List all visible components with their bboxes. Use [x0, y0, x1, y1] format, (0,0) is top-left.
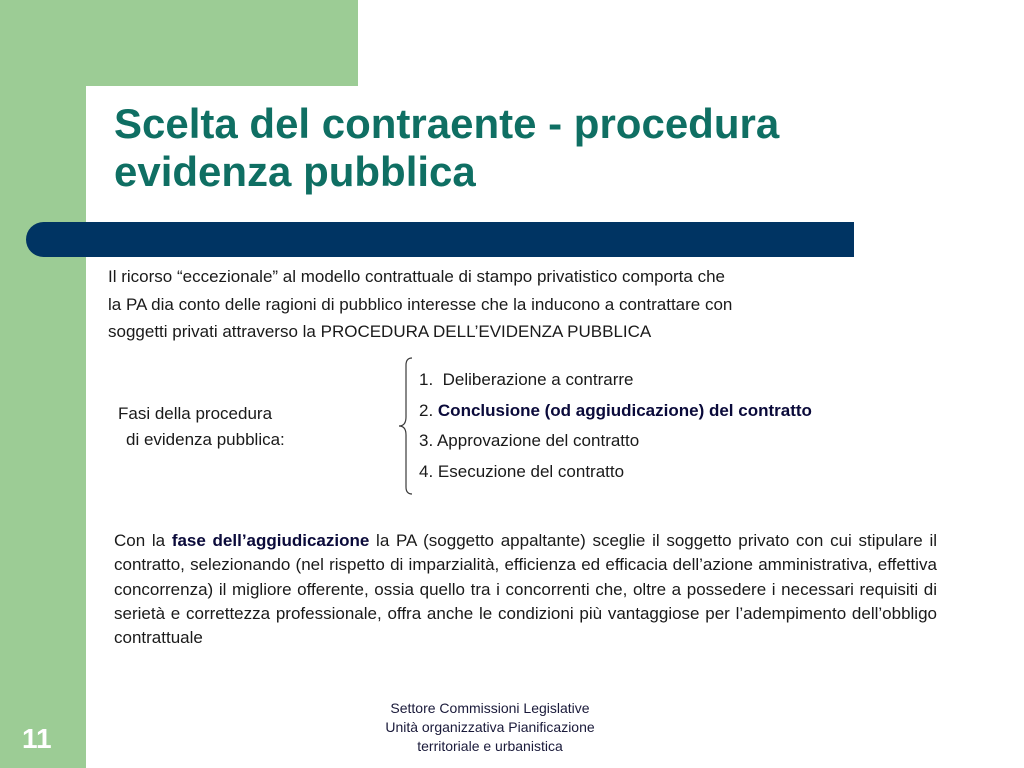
title-line-2: evidenza pubblica — [114, 148, 476, 195]
body-bold-term: fase dell’aggiudicazione — [171, 531, 370, 550]
phase-text: Deliberazione a contrarre — [442, 370, 634, 389]
phases-list — [419, 365, 812, 487]
phase-number: 1. — [419, 370, 443, 389]
phase-text: Esecuzione del contratto — [437, 461, 625, 481]
footer-line: Unità organizzativa Pianificazione — [385, 719, 595, 735]
footer-line: territoriale e urbanistica — [417, 738, 563, 754]
phases-label-line-2: di evidenza pubblica: — [126, 430, 285, 449]
intro-line: Il ricorso “eccezionale” al modello contrattuale di stampo privatistico comporta che — [108, 267, 725, 286]
phase-number: 2. — [419, 400, 438, 420]
body-rest: la PA (soggetto appaltante) sceglie il soggetto privato con cui stipulare il contratto, selezionando (nel rispetto di imparzialità, efficienza ed efficacia dell’azione amministrativa, effettiva concorrenza) il migliore offerente, ossia quello tra i concorrenti che, oltre a possedere i necessari requisiti di serietà e correttezza professionale, offra anche le condizioni più vantaggiose per l’adempimento dell’obbligo contrattuale — [114, 531, 942, 648]
page-number: 11 — [22, 723, 52, 754]
title-line-1: Scelta del contraente - procedura — [114, 100, 780, 147]
list-item — [419, 365, 812, 396]
phases-label-line-1: Fasi della procedura — [118, 404, 273, 423]
intro-line: la PA dia conto delle ragioni di pubblico interesse che la inducono a contrattare con — [108, 294, 733, 314]
green-frame-top — [0, 0, 358, 86]
list-item — [419, 426, 812, 457]
intro-line: soggetti privati attraverso la PROCEDURA DELL’EVIDENZA PUBBLICA — [108, 322, 652, 341]
phases-label — [118, 401, 348, 453]
list-item — [419, 457, 812, 488]
intro-paragraph — [108, 263, 908, 346]
phase-text: Approvazione del contratto — [436, 431, 640, 450]
body-prefix: Con la — [114, 531, 172, 550]
slide-title — [114, 100, 994, 196]
phase-text-highlighted: Conclusione (od aggiudicazione) del contratto — [437, 400, 812, 420]
title-underline-bar — [26, 222, 854, 257]
list-item — [419, 396, 812, 427]
curly-brace-icon — [398, 357, 414, 495]
phase-number: 4. — [419, 461, 438, 481]
phase-number: 3. — [419, 431, 437, 450]
footer-line: Settore Commissioni Legislative — [390, 700, 590, 716]
aggiudicazione-paragraph — [114, 529, 942, 650]
green-frame-left — [0, 0, 86, 768]
footer — [340, 699, 640, 756]
